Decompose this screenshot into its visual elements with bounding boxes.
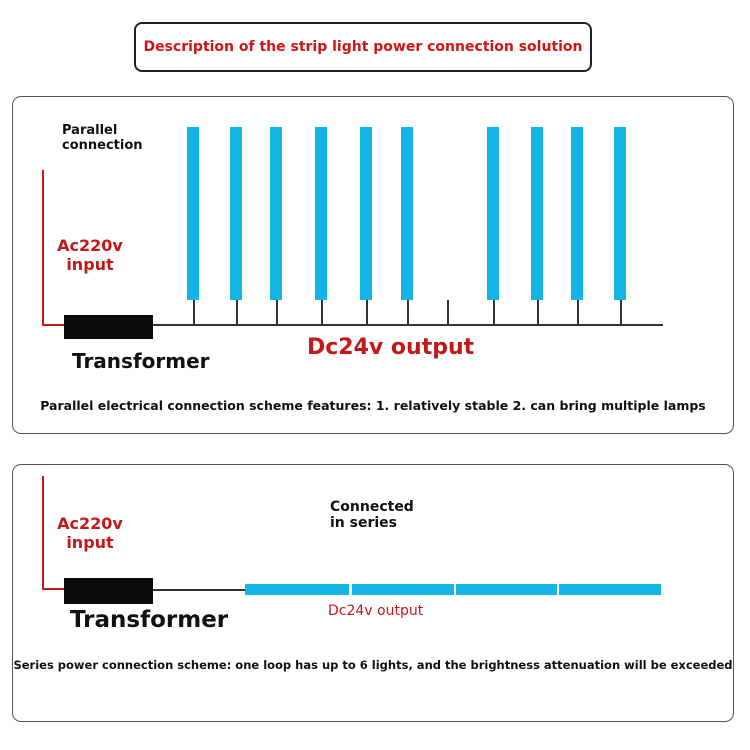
- series-label-line1: Connected: [330, 499, 414, 515]
- series-input-label: [52, 514, 128, 552]
- lamp-wire: [236, 300, 238, 325]
- lamp-strip: [531, 127, 543, 300]
- series-input-wire-vertical: [42, 476, 44, 590]
- parallel-label-line1: Parallel: [62, 123, 118, 138]
- lamp-wire: [537, 300, 539, 325]
- lamp-strip: [187, 127, 199, 300]
- parallel-input-wire-horizontal: [42, 324, 66, 326]
- series-lamp-segment: [456, 584, 557, 595]
- lamp-strip: [230, 127, 242, 300]
- series-lamp-segment: [245, 584, 349, 595]
- page-title: Description of the strip light power connection solution: [143, 39, 583, 55]
- series-label-line2: in series: [330, 515, 397, 531]
- lamp-wire: [366, 300, 368, 325]
- series-transformer-label: Transformer: [70, 607, 229, 633]
- series-lamp-segment: [559, 584, 661, 595]
- lamp-wire: [620, 300, 622, 325]
- parallel-output-label: Dc24v output: [307, 335, 475, 360]
- lamp-strip: [401, 127, 413, 300]
- lamp-strip: [360, 127, 372, 300]
- parallel-input-line2: input: [66, 255, 114, 274]
- bus-drop-wire: [447, 300, 449, 325]
- series-note-text: Series power connection scheme: one loop has up to 6 lights, and the brightness attenuation will be exceeded: [13, 658, 733, 672]
- series-lamp-segment: [352, 584, 454, 595]
- lamp-strip: [487, 127, 499, 300]
- lamp-wire: [321, 300, 323, 325]
- lamp-strip: [571, 127, 583, 300]
- series-input-line1: Ac220v: [57, 514, 123, 533]
- series-transformer: [64, 578, 153, 604]
- lamp-wire: [493, 300, 495, 325]
- parallel-transformer-label: Transformer: [72, 349, 210, 373]
- title-box: [134, 22, 592, 72]
- parallel-input-wire-vertical: [42, 170, 44, 326]
- lamp-strip: [270, 127, 282, 300]
- parallel-input-label: [52, 236, 128, 274]
- lamp-strip: [315, 127, 327, 300]
- parallel-features-text: Parallel electrical connection scheme features: 1. relatively stable 2. can bring multiple lamps: [40, 398, 706, 413]
- lamp-wire: [577, 300, 579, 325]
- parallel-label: [62, 123, 143, 153]
- series-output-label: Dc24v output: [328, 603, 424, 619]
- series-input-wire-horizontal: [42, 588, 66, 590]
- lamp-wire: [276, 300, 278, 325]
- parallel-transformer: [64, 315, 153, 339]
- parallel-input-line1: Ac220v: [57, 236, 123, 255]
- lamp-strip: [614, 127, 626, 300]
- lamp-wire: [193, 300, 195, 325]
- series-label: [330, 499, 414, 531]
- series-connection-wire: [153, 589, 245, 591]
- lamp-wire: [407, 300, 409, 325]
- series-input-line2: input: [66, 533, 114, 552]
- parallel-label-line2: connection: [62, 138, 143, 153]
